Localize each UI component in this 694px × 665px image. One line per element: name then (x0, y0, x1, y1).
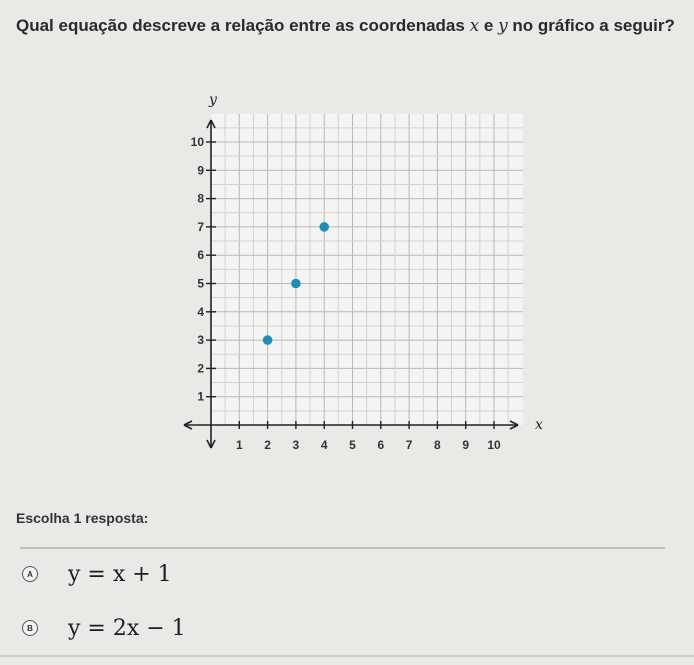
option-a-letter: A (22, 566, 38, 582)
question-part-3: no gráfico a seguir? (507, 16, 675, 35)
y-axis-label: y (209, 92, 217, 108)
option-a-equation: y = x + 1 (68, 561, 172, 587)
data-point (263, 335, 273, 345)
y-tick-label: 9 (197, 163, 204, 178)
question-part-1: Qual equação descreve a relação entre as coordenadas (16, 16, 470, 35)
data-point (319, 222, 329, 232)
y-tick-label: 7 (197, 219, 204, 234)
y-tick-label: 8 (197, 191, 204, 206)
y-tick-label: 2 (197, 361, 204, 376)
answer-prompt: Escolha 1 resposta: (16, 510, 149, 526)
bottom-divider (0, 655, 694, 657)
y-tick-label: 6 (197, 248, 204, 263)
x-tick-label: 2 (264, 438, 271, 452)
data-point (291, 279, 301, 289)
option-b[interactable] (22, 613, 186, 643)
x-axis-label: x (535, 417, 543, 433)
x-tick-label: 5 (349, 438, 356, 452)
x-tick-label: 1 (235, 438, 243, 452)
x-tick-label: 10 (487, 438, 501, 452)
y-tick-label: 3 (197, 333, 204, 348)
y-tick-label: 1 (197, 389, 204, 404)
x-tick-label: 7 (405, 438, 413, 452)
y-tick-label: 4 (197, 304, 204, 319)
y-tick-label: 5 (197, 276, 204, 291)
question-var-x: x (469, 16, 480, 36)
x-tick-label: 8 (434, 438, 441, 452)
option-b-equation: y = 2x − 1 (68, 615, 186, 641)
y-tick-label: 10 (190, 135, 204, 149)
x-tick-label: 3 (292, 438, 300, 452)
question-var-y: y (498, 16, 508, 36)
option-a[interactable] (22, 559, 172, 589)
x-tick-label: 9 (462, 438, 470, 452)
option-b-letter: B (22, 620, 38, 636)
x-tick-label: 6 (377, 438, 385, 452)
question-part-2: e (479, 16, 499, 35)
x-tick-label: 4 (320, 438, 328, 452)
divider (20, 547, 665, 549)
